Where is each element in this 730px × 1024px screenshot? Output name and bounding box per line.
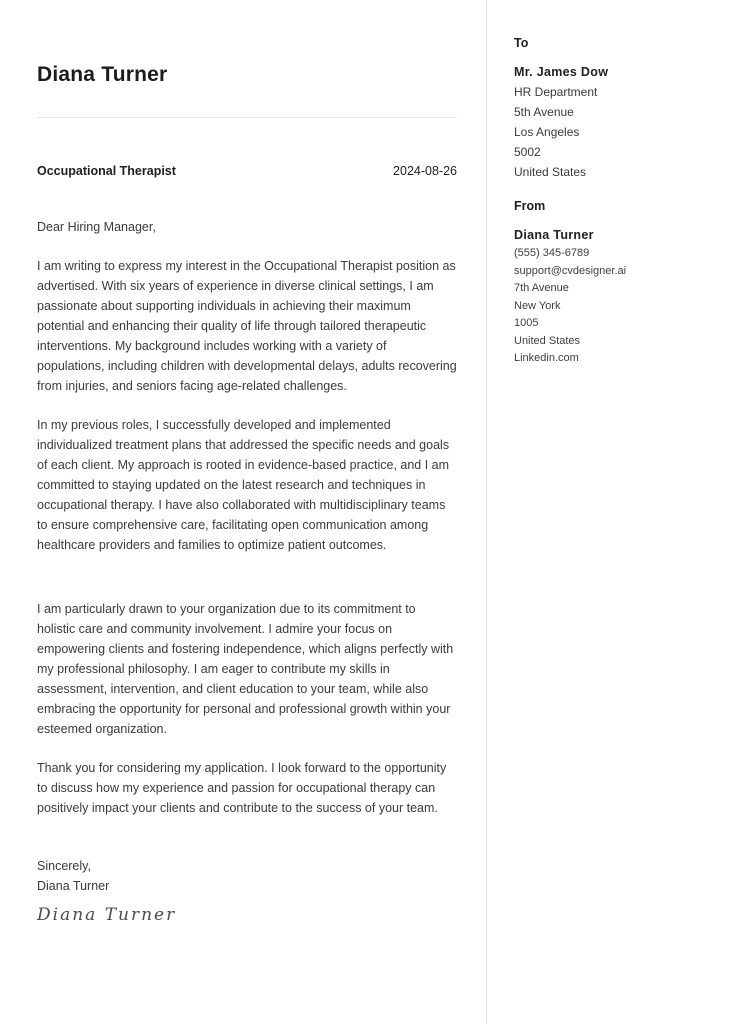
- recipient-department: HR Department: [514, 85, 598, 99]
- letter-meta-row: [37, 164, 457, 178]
- from-label: From: [514, 199, 546, 213]
- paragraph-motivation: I am particularly drawn to your organization due to its commitment to holistic care and community involvement. I admire your focus on empowering clients and fostering independence, which aligns perfectly with my professional philosophy. I am eager to contribute my skills in assessment, intervention, and client education to your team, while also embracing the opportunity for personal and professional growth within your esteemed organization.: [37, 602, 454, 736]
- closing-name: Diana Turner: [37, 879, 110, 893]
- sender-zip: 1005: [514, 317, 539, 329]
- sender-phone: (555) 345-6789: [514, 247, 590, 259]
- paragraph-thanks: Thank you for considering my application. I look forward to the opportunity to discuss how my experience and passion for occupational therapy can positively impact your clients and contribute to the success of your team.: [37, 761, 447, 815]
- recipient-name: Mr. James Dow: [514, 65, 609, 79]
- sender-contact-details: [514, 245, 714, 368]
- recipient-street: 5th Avenue: [514, 105, 574, 119]
- paragraph-experience: In my previous roles, I successfully developed and implemented individualized treatment plans that addressed the specific needs and goals of each client. My approach is rooted in evidence-based practice, and I am committed to staying updated on the latest research and techniques in occupational therapy. I have also collaborated with multidisciplinary teams to ensure comprehensive care, facilitating open communication among healthcare providers and families to optimize patient outcomes.: [37, 418, 450, 552]
- to-section: [514, 36, 714, 182]
- recipient-address: [514, 82, 714, 182]
- page-title: Diana Turner: [37, 63, 168, 86]
- sender-country: United States: [514, 334, 581, 347]
- job-title: Occupational Therapist: [37, 164, 176, 178]
- sender-linkedin: Linkedin.com: [514, 352, 579, 364]
- sender-street: 7th Avenue: [514, 282, 569, 294]
- sender-name: Diana Turner: [514, 228, 594, 242]
- sender-city: New York: [514, 299, 561, 312]
- sender-email: support@cvdesigner.ai: [514, 264, 627, 277]
- handwritten-signature: Diana Turner: [37, 905, 177, 925]
- recipient-zip: 5002: [514, 145, 541, 159]
- recipient-city: Los Angeles: [514, 125, 580, 139]
- greeting: Dear Hiring Manager,: [37, 220, 156, 234]
- recipient-country: United States: [514, 165, 587, 179]
- closing-word: Sincerely,: [37, 859, 91, 873]
- letter-date: 2024-08-26: [393, 164, 457, 178]
- sign-off: [37, 856, 457, 896]
- to-label: To: [514, 36, 529, 50]
- from-section: [514, 199, 714, 368]
- header-divider: [37, 117, 457, 118]
- contact-sidebar: [486, 0, 730, 1024]
- paragraph-intro: I am writing to express my interest in the Occupational Therapist position as advertised. With six years of experience in diverse clinical settings, I am passionate about supporting individuals in achieving their maximum potential and enhancing their quality of life through tailored therapeutic interventions. My background includes working with a variety of populations, including children with developmental delays, adults recovering from injuries, and seniors facing age-related challenges.: [37, 259, 457, 393]
